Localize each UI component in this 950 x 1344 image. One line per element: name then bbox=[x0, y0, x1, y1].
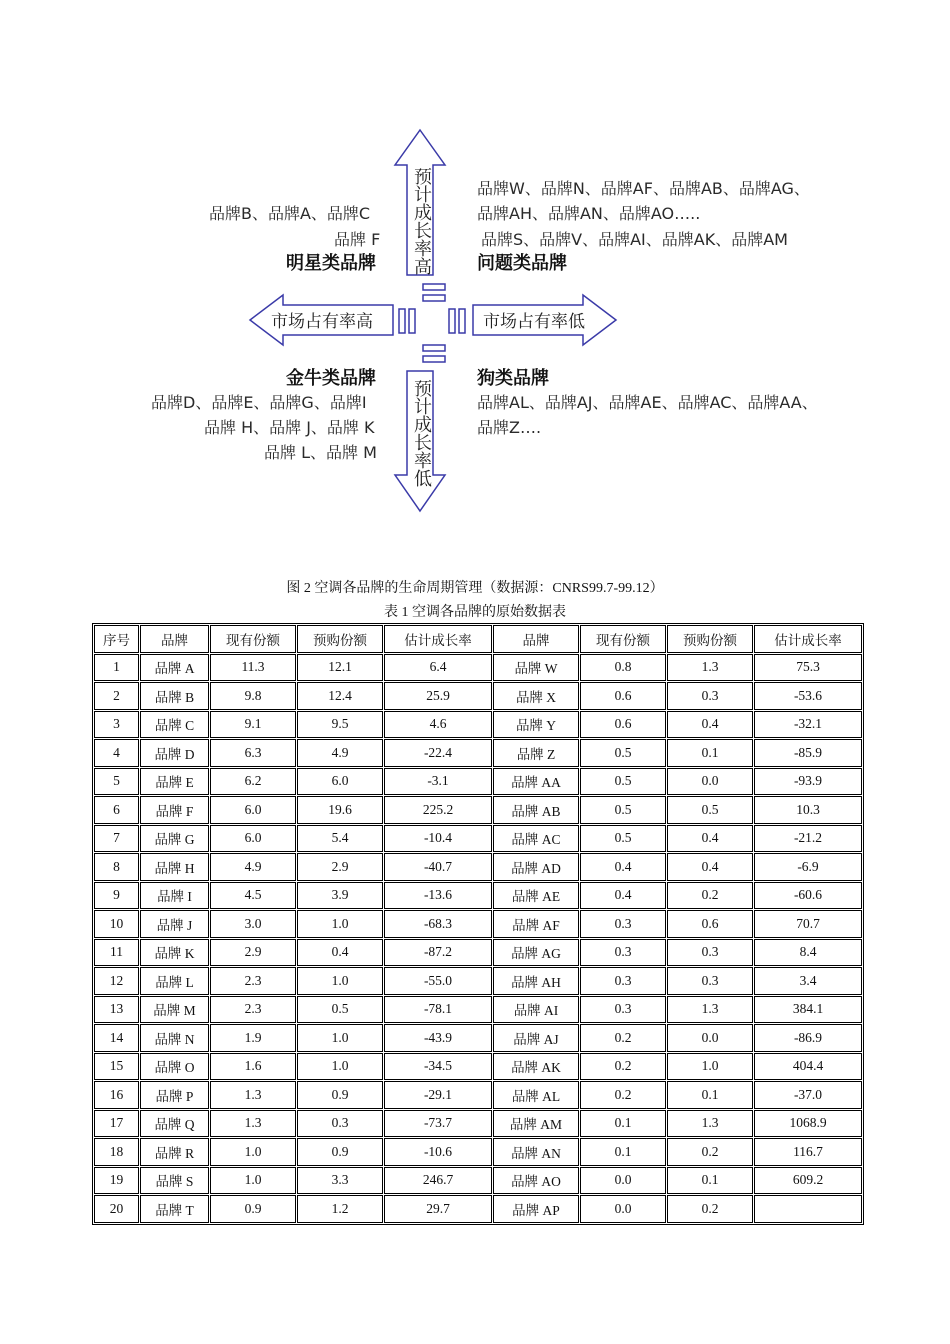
table-cell: 0.0 bbox=[580, 1195, 666, 1223]
table-cell: 0.2 bbox=[667, 882, 753, 910]
table-row bbox=[94, 682, 862, 710]
table-cell: 0.3 bbox=[580, 996, 666, 1024]
table-cell: 4.5 bbox=[210, 882, 296, 910]
table-cell: 品牌 T bbox=[140, 1195, 209, 1223]
table-cell: 品牌 AD bbox=[493, 853, 579, 881]
table-cell: -13.6 bbox=[384, 882, 492, 910]
table-cell: 3.3 bbox=[297, 1167, 383, 1195]
table-cell: 246.7 bbox=[384, 1167, 492, 1195]
table-cell: -53.6 bbox=[754, 682, 862, 710]
table-cell: 5.4 bbox=[297, 825, 383, 853]
table-cell: 3.9 bbox=[297, 882, 383, 910]
table-cell: 0.5 bbox=[580, 768, 666, 796]
table-cell: 品牌 E bbox=[140, 768, 209, 796]
table-cell: 0.5 bbox=[580, 796, 666, 824]
table-cell: 1.9 bbox=[210, 1024, 296, 1052]
table-cell: 9.5 bbox=[297, 711, 383, 739]
question-brands-line2: 品牌AH、品牌AN、品牌AO….. bbox=[477, 204, 701, 223]
arrow-left-label: 市场占有率高 bbox=[271, 312, 373, 332]
table-row bbox=[94, 739, 862, 767]
table-cell: 25.9 bbox=[384, 682, 492, 710]
table-cell: 品牌 G bbox=[140, 825, 209, 853]
table-row bbox=[94, 1081, 862, 1109]
table-row bbox=[94, 939, 862, 967]
table-cell: 0.5 bbox=[667, 796, 753, 824]
dog-brands-line1: 品牌AL、品牌AJ、品牌AE、品牌AC、品牌AA、 bbox=[477, 393, 818, 412]
table-cell: -43.9 bbox=[384, 1024, 492, 1052]
table-cell: 5 bbox=[94, 768, 139, 796]
table-cell: 1.3 bbox=[667, 1110, 753, 1138]
cow-brands-line3: 品牌 L、品牌 M bbox=[264, 443, 377, 462]
table-cell: 1.0 bbox=[210, 1138, 296, 1166]
table-cell: 1.0 bbox=[297, 1053, 383, 1081]
table-cell: 0.1 bbox=[580, 1138, 666, 1166]
table-header-cell: 估计成长率 bbox=[754, 625, 862, 653]
table-cell: 20 bbox=[94, 1195, 139, 1223]
table-cell: 2.9 bbox=[210, 939, 296, 967]
table-header-cell: 品牌 bbox=[140, 625, 209, 653]
table-cell: 品牌 A bbox=[140, 654, 209, 682]
table-row bbox=[94, 1167, 862, 1195]
table-caption: 表 1 空调各品牌的原始数据表 bbox=[384, 605, 566, 620]
table-header-cell: 预购份额 bbox=[297, 625, 383, 653]
table-cell: 0.0 bbox=[667, 768, 753, 796]
bcg-matrix-figure bbox=[143, 123, 838, 523]
table-cell: 1.0 bbox=[297, 910, 383, 938]
table-cell: 0.2 bbox=[580, 1053, 666, 1081]
table-row bbox=[94, 711, 862, 739]
table-cell: 品牌 AO bbox=[493, 1167, 579, 1195]
table-cell: 1.0 bbox=[210, 1167, 296, 1195]
table-cell: 0.5 bbox=[580, 825, 666, 853]
table-cell: 19 bbox=[94, 1167, 139, 1195]
table-cell: -34.5 bbox=[384, 1053, 492, 1081]
table-cell: -68.3 bbox=[384, 910, 492, 938]
table-row bbox=[94, 882, 862, 910]
table-cell: 3 bbox=[94, 711, 139, 739]
table-body bbox=[94, 654, 862, 1223]
table-cell: 0.6 bbox=[580, 682, 666, 710]
table-cell: -21.2 bbox=[754, 825, 862, 853]
table-cell: 11 bbox=[94, 939, 139, 967]
table-cell: 6 bbox=[94, 796, 139, 824]
table-cell: -86.9 bbox=[754, 1024, 862, 1052]
table-cell: -55.0 bbox=[384, 967, 492, 995]
table-cell: 1068.9 bbox=[754, 1110, 862, 1138]
table-cell: 0.3 bbox=[297, 1110, 383, 1138]
table-cell: 0.6 bbox=[580, 711, 666, 739]
table-cell: 6.0 bbox=[297, 768, 383, 796]
table-cell: 品牌 AN bbox=[493, 1138, 579, 1166]
star-title: 明星类品牌 bbox=[286, 253, 376, 274]
table-cell: 0.4 bbox=[667, 825, 753, 853]
table-cell: 9 bbox=[94, 882, 139, 910]
table-cell: 品牌 B bbox=[140, 682, 209, 710]
table-row bbox=[94, 768, 862, 796]
table-cell: -87.2 bbox=[384, 939, 492, 967]
table-cell: 品牌 AI bbox=[493, 996, 579, 1024]
table-cell: -29.1 bbox=[384, 1081, 492, 1109]
table-cell: 6.3 bbox=[210, 739, 296, 767]
table-cell: 17 bbox=[94, 1110, 139, 1138]
table-cell: 品牌 D bbox=[140, 739, 209, 767]
table-row bbox=[94, 825, 862, 853]
table-cell: 0.4 bbox=[297, 939, 383, 967]
table-cell: 609.2 bbox=[754, 1167, 862, 1195]
table-cell: 0.5 bbox=[580, 739, 666, 767]
table-cell: 18 bbox=[94, 1138, 139, 1166]
table-cell: 品牌 J bbox=[140, 910, 209, 938]
table-cell: 品牌 O bbox=[140, 1053, 209, 1081]
table-cell: 0.9 bbox=[297, 1138, 383, 1166]
table-cell: 10.3 bbox=[754, 796, 862, 824]
table-cell: 16 bbox=[94, 1081, 139, 1109]
table-cell: 品牌 X bbox=[493, 682, 579, 710]
table-cell: 6.0 bbox=[210, 796, 296, 824]
table-cell: 7 bbox=[94, 825, 139, 853]
table-cell bbox=[754, 1195, 862, 1223]
table-cell: 品牌 H bbox=[140, 853, 209, 881]
table-row bbox=[94, 967, 862, 995]
table-cell: 品牌 F bbox=[140, 796, 209, 824]
brand-data-table bbox=[92, 623, 864, 1225]
table-cell: 2 bbox=[94, 682, 139, 710]
table-cell: -73.7 bbox=[384, 1110, 492, 1138]
table-cell: 12.1 bbox=[297, 654, 383, 682]
table-cell: 12 bbox=[94, 967, 139, 995]
table-cell: -93.9 bbox=[754, 768, 862, 796]
arrow-up-label: 预计成长率高 bbox=[411, 167, 432, 275]
table-cell: 0.2 bbox=[580, 1024, 666, 1052]
table-cell: 0.1 bbox=[667, 739, 753, 767]
cow-brands-line2: 品牌 H、品牌 J、品牌 K bbox=[204, 418, 375, 437]
table-cell: 1.3 bbox=[667, 996, 753, 1024]
star-brands-line1: 品牌B、品牌A、品牌C bbox=[209, 204, 371, 223]
table-cell: -78.1 bbox=[384, 996, 492, 1024]
table-cell: 0.9 bbox=[297, 1081, 383, 1109]
table-header-cell: 现有份额 bbox=[210, 625, 296, 653]
question-brands-line3: 品牌S、品牌V、品牌AI、品牌AK、品牌AM bbox=[481, 230, 788, 249]
table-cell: 0.4 bbox=[667, 853, 753, 881]
table-cell: 3.4 bbox=[754, 967, 862, 995]
table-cell: 品牌 AM bbox=[493, 1110, 579, 1138]
table-cell: 品牌 AJ bbox=[493, 1024, 579, 1052]
table-cell: 29.7 bbox=[384, 1195, 492, 1223]
table-cell: 0.6 bbox=[667, 910, 753, 938]
table-cell: 2.3 bbox=[210, 996, 296, 1024]
table-cell: 品牌 W bbox=[493, 654, 579, 682]
table-cell: 225.2 bbox=[384, 796, 492, 824]
table-row bbox=[94, 853, 862, 881]
table-cell: 13 bbox=[94, 996, 139, 1024]
table-cell: 品牌 AL bbox=[493, 1081, 579, 1109]
table-cell: 4.9 bbox=[210, 853, 296, 881]
table-row bbox=[94, 654, 862, 682]
table-cell: 1.3 bbox=[210, 1081, 296, 1109]
table-header-cell: 估计成长率 bbox=[384, 625, 492, 653]
table-row bbox=[94, 1024, 862, 1052]
table-cell: 0.8 bbox=[580, 654, 666, 682]
question-brands-line1: 品牌W、品牌N、品牌AF、品牌AB、品牌AG、 bbox=[477, 179, 810, 198]
table-cell: 4.6 bbox=[384, 711, 492, 739]
table-cell: 6.2 bbox=[210, 768, 296, 796]
table-cell: 6.4 bbox=[384, 654, 492, 682]
table-row bbox=[94, 1195, 862, 1223]
table-cell: 0.9 bbox=[210, 1195, 296, 1223]
table-cell: 1.6 bbox=[210, 1053, 296, 1081]
table-cell: 0.4 bbox=[667, 711, 753, 739]
table-header-cell: 品牌 bbox=[493, 625, 579, 653]
arrow-right-label: 市场占有率低 bbox=[483, 312, 585, 332]
table-cell: 品牌 N bbox=[140, 1024, 209, 1052]
table-cell: 4.9 bbox=[297, 739, 383, 767]
star-brands-line2: 品牌 F bbox=[334, 230, 381, 249]
table-cell: 品牌 M bbox=[140, 996, 209, 1024]
table-cell: 70.7 bbox=[754, 910, 862, 938]
table-header-cell: 序号 bbox=[94, 625, 139, 653]
table-cell: -22.4 bbox=[384, 739, 492, 767]
table-cell: 384.1 bbox=[754, 996, 862, 1024]
table-cell: 0.3 bbox=[580, 910, 666, 938]
table-cell: 75.3 bbox=[754, 654, 862, 682]
table-cell: -37.0 bbox=[754, 1081, 862, 1109]
table-cell: 1.2 bbox=[297, 1195, 383, 1223]
table-cell: 1.3 bbox=[667, 654, 753, 682]
table-cell: 0.1 bbox=[667, 1167, 753, 1195]
table-cell: 0.1 bbox=[580, 1110, 666, 1138]
table-cell: 4 bbox=[94, 739, 139, 767]
table-header-cell: 现有份额 bbox=[580, 625, 666, 653]
table-row bbox=[94, 796, 862, 824]
table-cell: 1 bbox=[94, 654, 139, 682]
table-cell: 11.3 bbox=[210, 654, 296, 682]
table-cell: 8 bbox=[94, 853, 139, 881]
table-cell: 品牌 AG bbox=[493, 939, 579, 967]
table-cell: 品牌 AA bbox=[493, 768, 579, 796]
table-cell: 2.9 bbox=[297, 853, 383, 881]
table-cell: 品牌 K bbox=[140, 939, 209, 967]
table-cell: -3.1 bbox=[384, 768, 492, 796]
table-row bbox=[94, 1053, 862, 1081]
table-cell: 品牌 AB bbox=[493, 796, 579, 824]
table-cell: -10.6 bbox=[384, 1138, 492, 1166]
table-cell: 8.4 bbox=[754, 939, 862, 967]
table-header-cell: 预购份额 bbox=[667, 625, 753, 653]
table-cell: 12.4 bbox=[297, 682, 383, 710]
table-cell: 品牌 L bbox=[140, 967, 209, 995]
table-cell: -40.7 bbox=[384, 853, 492, 881]
table-cell: 0.0 bbox=[580, 1167, 666, 1195]
table-cell: 14 bbox=[94, 1024, 139, 1052]
table-cell: 15 bbox=[94, 1053, 139, 1081]
table-cell: -6.9 bbox=[754, 853, 862, 881]
table-cell: 1.0 bbox=[297, 1024, 383, 1052]
table-cell: 品牌 AH bbox=[493, 967, 579, 995]
table-cell: 0.5 bbox=[297, 996, 383, 1024]
table-row bbox=[94, 996, 862, 1024]
table-cell: 品牌 R bbox=[140, 1138, 209, 1166]
table-cell: 1.0 bbox=[667, 1053, 753, 1081]
table-cell: 1.0 bbox=[297, 967, 383, 995]
table-cell: -85.9 bbox=[754, 739, 862, 767]
table-cell: 0.4 bbox=[580, 853, 666, 881]
table-cell: 1.3 bbox=[210, 1110, 296, 1138]
table-cell: -32.1 bbox=[754, 711, 862, 739]
table-cell: 0.3 bbox=[667, 682, 753, 710]
table-cell: 3.0 bbox=[210, 910, 296, 938]
table-cell: 19.6 bbox=[297, 796, 383, 824]
table-cell: 0.2 bbox=[667, 1138, 753, 1166]
table-cell: 116.7 bbox=[754, 1138, 862, 1166]
table-header-row bbox=[94, 625, 862, 653]
table-cell: 9.1 bbox=[210, 711, 296, 739]
table-cell: 品牌 P bbox=[140, 1081, 209, 1109]
table-cell: 品牌 I bbox=[140, 882, 209, 910]
table-cell: 品牌 C bbox=[140, 711, 209, 739]
table-cell: 10 bbox=[94, 910, 139, 938]
table-cell: 品牌 Y bbox=[493, 711, 579, 739]
table-cell: 0.1 bbox=[667, 1081, 753, 1109]
table-cell: 0.2 bbox=[580, 1081, 666, 1109]
table-cell: -60.6 bbox=[754, 882, 862, 910]
table-cell: 品牌 Z bbox=[493, 739, 579, 767]
question-title: 问题类品牌 bbox=[477, 253, 567, 274]
table-cell: 品牌 AF bbox=[493, 910, 579, 938]
cow-title: 金牛类品牌 bbox=[286, 368, 376, 389]
table-cell: 0.3 bbox=[580, 967, 666, 995]
dog-brands-line2: 品牌Z…. bbox=[477, 418, 542, 437]
cow-brands-line1: 品牌D、品牌E、品牌G、品牌I bbox=[151, 393, 367, 412]
table-row bbox=[94, 1110, 862, 1138]
table-cell: 品牌 S bbox=[140, 1167, 209, 1195]
table-row bbox=[94, 910, 862, 938]
table-cell: 0.4 bbox=[580, 882, 666, 910]
table-cell: 品牌 Q bbox=[140, 1110, 209, 1138]
table-cell: 0.3 bbox=[667, 967, 753, 995]
table-cell: 品牌 AP bbox=[493, 1195, 579, 1223]
table-cell: 2.3 bbox=[210, 967, 296, 995]
table-cell: -10.4 bbox=[384, 825, 492, 853]
table-cell: 0.0 bbox=[667, 1024, 753, 1052]
table-cell: 品牌 AE bbox=[493, 882, 579, 910]
table-cell: 6.0 bbox=[210, 825, 296, 853]
table-cell: 品牌 AK bbox=[493, 1053, 579, 1081]
table-cell: 9.8 bbox=[210, 682, 296, 710]
table-cell: 0.3 bbox=[580, 939, 666, 967]
dog-title: 狗类品牌 bbox=[477, 368, 549, 389]
table-row bbox=[94, 1138, 862, 1166]
figure-caption: 图 2 空调各品牌的生命周期管理（数据源：CNRS99.7-99.12） bbox=[286, 581, 664, 596]
brand-data-table-wrapper bbox=[92, 623, 859, 1225]
table-cell: 0.3 bbox=[667, 939, 753, 967]
arrow-down-label: 预计成长率低 bbox=[411, 379, 432, 487]
table-cell: 品牌 AC bbox=[493, 825, 579, 853]
table-cell: 0.2 bbox=[667, 1195, 753, 1223]
table-cell: 404.4 bbox=[754, 1053, 862, 1081]
